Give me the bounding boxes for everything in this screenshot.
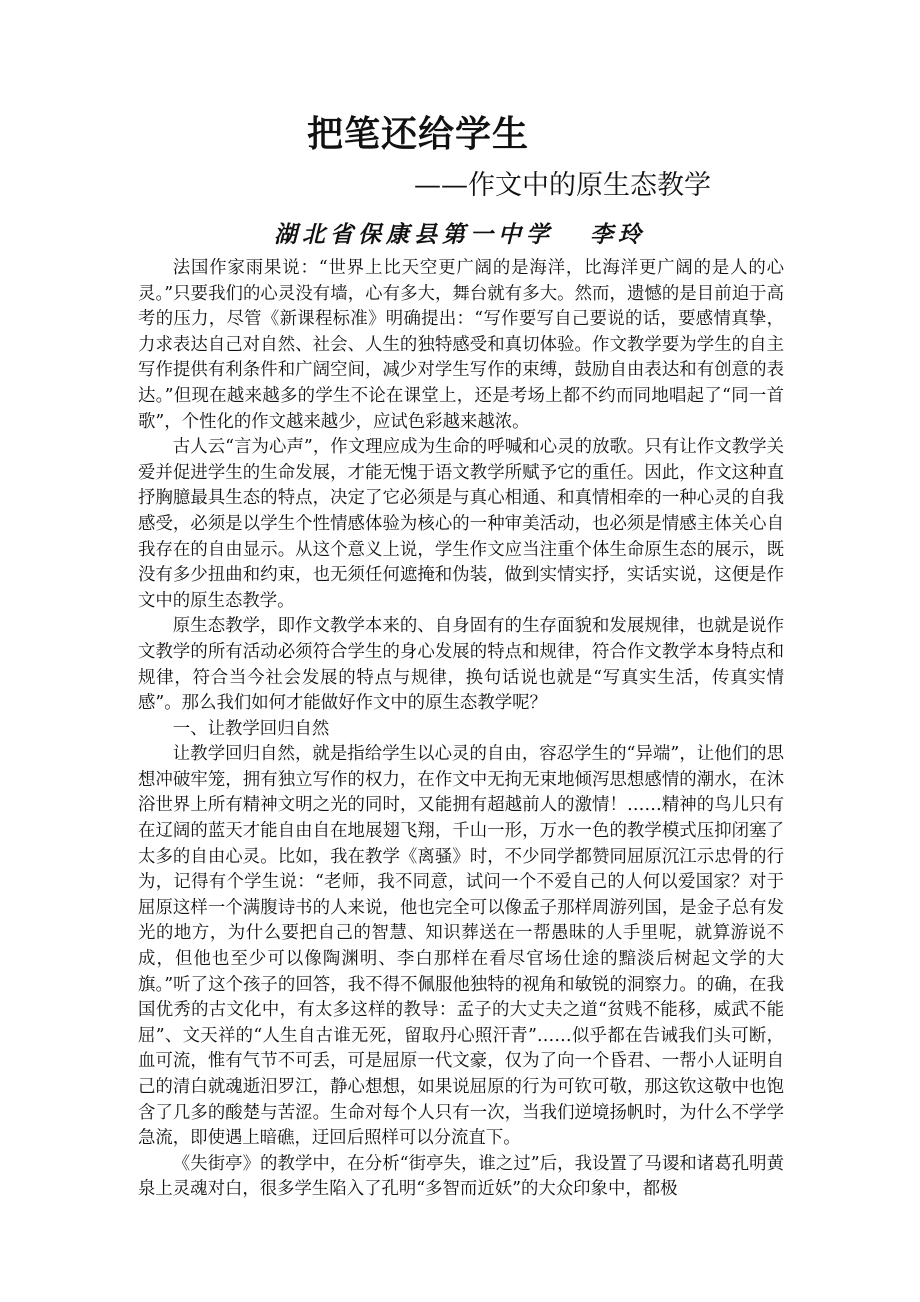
paragraph-3: 原生态教学，即作文教学本来的、自身固有的生存面貌和发展规律，也就是说作文教学的所有活动必须符合学生的身心发展的特点和规律，符合作文教学本身特点和规律，符合当今社会发展的特点与规律，换句话说也就是“写真实生活，传真实情感”。那么我们如何才能做好作文中的原生态教学呢？ (138, 616, 784, 714)
paragraph-2: 古人云“言为心声”，作文理应成为生命的呼喊和心灵的放歌。只有让作文教学关爱并促进学生的生命发展，才能无愧于语文教学所赋予它的重任。因此，作文这种直抒胸臆最具生态的特点，决定了它必须是与真心相通、和真情相牵的一种心灵的自我感受，必须是以学生个性情感体验为核心的一种审美活动，也必须是情感主体关心自我存在的自由显示。从这个意义上说，学生作文应当注重个体生命原生态的展示，既没有多少扭曲和约束，也无须任何遮掩和伪装，做到实情实抒，实话实说，这便是作文中的原生态教学。 (138, 437, 784, 611)
page-title: 把笔还给学生 (307, 113, 530, 155)
author-school: 湖北省保康县第一中学 (274, 221, 554, 248)
paragraph-5: 《失街亭》的教学中，在分析“街亭失，谁之过”后，我设置了马谡和诸葛孔明黄泉上灵魂对白，很多学生陷入了孔明“多智而近妖”的大众印象中，都极 (138, 1153, 784, 1200)
page-subtitle: ——作文中的原生态教学 (414, 170, 711, 201)
paragraph-4: 让教学回归自然，就是指给学生以心灵的自由，容忍学生的“异端”，让他们的思想冲破牢笼，拥有独立写作的权力，在作文中无拘无束地倾泻思想感情的潮水，在沐浴世界上所有精神文明之光的同时，又能拥有超越前人的激情！……精神的鸟儿只有在辽阔的蓝天才能自由自在地展翅飞翔，千山一形，万水一色的教学模式压抑闭塞了太多的自由心灵。比如，我在教学《离骚》时，不少同学都赞同屈原沉江示忠骨的行为，记得有个学生说：“老师，我不同意，试问一个不爱自己的人何以爱国家？对于屈原这样一个满腹诗书的人来说，他也完全可以像孟子那样周游列国，是金子总有发光的地方，为什么要把自己的智慧、知识葬送在一帮愚昧的人手里呢，就算游说不成，但他也至少可以像陶渊明、李白那样在看尽官场仕途的黯淡后树起文学的大旗。”听了这个孩子的回答，我不得不佩服他独特的视角和敏锐的洞察力。的确，在我国优秀的古文化中，有太多这样的教导：孟子的大丈夫之道“贫贱不能移，威武不能屈”、文天祥的“人生自古谁无死，留取丹心照汗青”……似乎都在告诫我们头可断，血可流，惟有气节不可丢，可是屈原一代文豪，仅为了向一个昏君、一帮小人证明自己的清白就魂逝汨罗江，静心想想，如果说屈原的行为可钦可敬，那这钦这敬中也饱含了几多的酸楚与苦涩。生命对每个人只有一次，当我们逆境扬帆时，为什么不学学急流，即使遇上暗礁，迂回后照样可以分流直下。 (138, 744, 784, 1149)
author-line (0, 218, 920, 252)
section-heading-1: 一、让教学回归自然 (172, 718, 330, 739)
paragraph-1: 法国作家雨果说：“世界上比天空更广阔的是海洋，比海洋更广阔的是人的心灵。”只要我们的心灵没有墙，心有多大，舞台就有多大。然而，遗憾的是目前迫于高考的压力，尽管《新课程标准》明确提出：“写作要写自己要说的话，要感情真挚，力求表达自己对自然、社会、人生的独特感受和真切体验。作文教学要为学生的自主写作提供有利条件和广阔空间，减少对学生写作的束缚，鼓励自由表达和有创意的表达。”但现在越来越多的学生不论在课堂上，还是考场上都不约而同地唱起了“同一首歌”，个性化的作文越来越少，应试色彩越来越浓。 (138, 258, 784, 432)
article-body (138, 256, 784, 1203)
author-name: 李玲 (590, 221, 646, 248)
